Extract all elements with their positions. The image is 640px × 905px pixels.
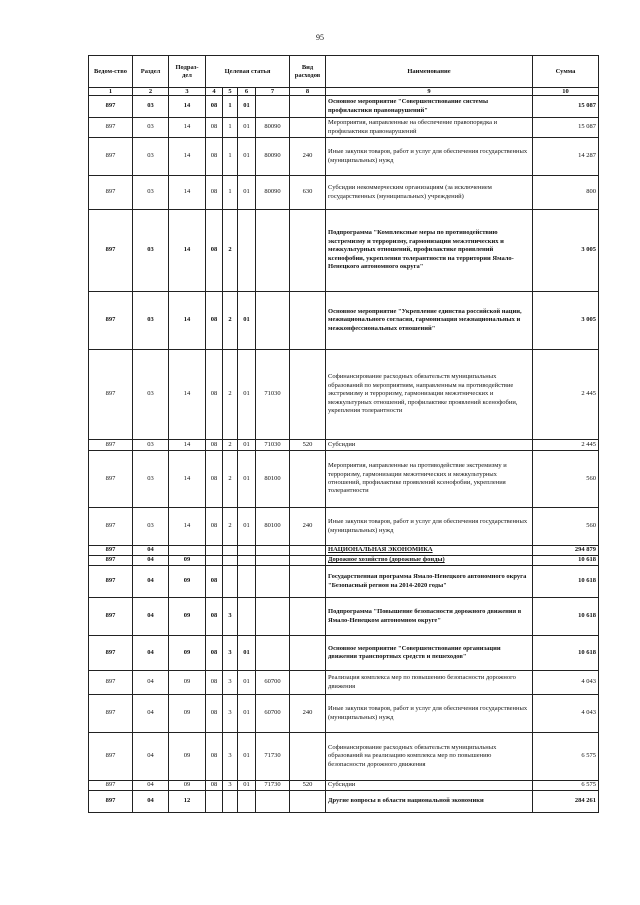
cell-subprogram <box>223 791 238 813</box>
cell-podrazdel: 14 <box>169 176 206 210</box>
cell-razdel: 03 <box>133 118 169 138</box>
table-row <box>89 781 599 791</box>
cell-subprogram: 3 <box>223 636 238 671</box>
table-row <box>89 138 599 176</box>
cell-ved: 897 <box>89 292 133 350</box>
cell-name: Иные закупки товаров, работ и услуг для обеспечения государственных (муниципальных) нужд <box>326 508 533 546</box>
cell-podrazdel: 09 <box>169 636 206 671</box>
cell-direction <box>256 566 290 598</box>
cell-podrazdel: 14 <box>169 350 206 440</box>
colnum-1: 1 <box>89 88 133 96</box>
cell-expense-type <box>290 791 326 813</box>
cell-event: 01 <box>238 671 256 695</box>
cell-podrazdel: 09 <box>169 671 206 695</box>
cell-podrazdel: 14 <box>169 451 206 508</box>
table-row <box>89 292 599 350</box>
cell-program: 08 <box>206 598 223 636</box>
cell-subprogram <box>223 556 238 566</box>
cell-direction: 71030 <box>256 440 290 451</box>
cell-razdel: 04 <box>133 781 169 791</box>
cell-razdel: 03 <box>133 96 169 118</box>
cell-podrazdel: 14 <box>169 210 206 292</box>
cell-podrazdel: 09 <box>169 695 206 733</box>
cell-razdel: 04 <box>133 791 169 813</box>
cell-ved: 897 <box>89 671 133 695</box>
cell-sum: 560 <box>533 451 599 508</box>
cell-direction: 80090 <box>256 118 290 138</box>
cell-name: Софинансирование расходных обязательств муниципальных образований на реализацию комплекса мер по повышению безопасности дорожного движения <box>326 733 533 781</box>
cell-event: 01 <box>238 138 256 176</box>
cell-ved: 897 <box>89 733 133 781</box>
cell-razdel: 03 <box>133 138 169 176</box>
cell-program: 08 <box>206 671 223 695</box>
cell-ved: 897 <box>89 556 133 566</box>
cell-sum: 10 618 <box>533 598 599 636</box>
cell-subprogram: 2 <box>223 508 238 546</box>
cell-razdel: 04 <box>133 556 169 566</box>
cell-name: Дорожное хозяйство (дорожные фонды) <box>326 556 533 566</box>
cell-razdel: 03 <box>133 508 169 546</box>
cell-expense-type <box>290 671 326 695</box>
table-row <box>89 118 599 138</box>
cell-program: 08 <box>206 636 223 671</box>
cell-name: Мероприятия, направленные на обеспечение правопорядка и профилактики правонарушений <box>326 118 533 138</box>
cell-ved: 897 <box>89 451 133 508</box>
cell-expense-type: 520 <box>290 440 326 451</box>
cell-ved: 897 <box>89 508 133 546</box>
cell-event: 01 <box>238 636 256 671</box>
cell-name: Иные закупки товаров, работ и услуг для обеспечения государственных (муниципальных) нужд <box>326 695 533 733</box>
cell-podrazdel: 09 <box>169 781 206 791</box>
cell-expense-type <box>290 451 326 508</box>
cell-event: 01 <box>238 176 256 210</box>
cell-sum: 800 <box>533 176 599 210</box>
cell-sum: 2 445 <box>533 440 599 451</box>
cell-expense-type: 240 <box>290 508 326 546</box>
cell-ved: 897 <box>89 546 133 556</box>
cell-program: 08 <box>206 508 223 546</box>
cell-podrazdel: 14 <box>169 292 206 350</box>
cell-podrazdel: 14 <box>169 138 206 176</box>
cell-podrazdel: 09 <box>169 733 206 781</box>
cell-direction <box>256 598 290 636</box>
cell-name: Иные закупки товаров, работ и услуг для обеспечения государственных (муниципальных) нужд <box>326 138 533 176</box>
colnum-10: 10 <box>533 88 599 96</box>
cell-program: 08 <box>206 733 223 781</box>
cell-program: 08 <box>206 695 223 733</box>
table-row <box>89 598 599 636</box>
cell-direction: 71030 <box>256 350 290 440</box>
column-number-row <box>89 88 599 96</box>
colnum-9: 9 <box>326 88 533 96</box>
cell-razdel: 04 <box>133 598 169 636</box>
table-row <box>89 546 599 556</box>
table-row <box>89 210 599 292</box>
cell-expense-type: 630 <box>290 176 326 210</box>
cell-subprogram: 1 <box>223 138 238 176</box>
colnum-3: 3 <box>169 88 206 96</box>
cell-name: Субсидии <box>326 440 533 451</box>
cell-event <box>238 556 256 566</box>
colnum-4: 4 <box>206 88 223 96</box>
cell-expense-type <box>290 350 326 440</box>
cell-expense-type <box>290 566 326 598</box>
cell-ved: 897 <box>89 791 133 813</box>
cell-ved: 897 <box>89 118 133 138</box>
cell-event: 01 <box>238 292 256 350</box>
cell-razdel: 04 <box>133 636 169 671</box>
cell-direction: 60700 <box>256 695 290 733</box>
cell-program: 08 <box>206 96 223 118</box>
cell-razdel: 04 <box>133 566 169 598</box>
cell-program <box>206 791 223 813</box>
cell-name: Другие вопросы в области национальной экономики <box>326 791 533 813</box>
cell-program: 08 <box>206 566 223 598</box>
cell-ved: 897 <box>89 636 133 671</box>
cell-event: 01 <box>238 350 256 440</box>
cell-direction <box>256 556 290 566</box>
cell-event: 01 <box>238 451 256 508</box>
cell-direction: 71730 <box>256 781 290 791</box>
cell-subprogram <box>223 566 238 598</box>
cell-event <box>238 791 256 813</box>
cell-event <box>238 598 256 636</box>
cell-event: 01 <box>238 118 256 138</box>
cell-direction <box>256 210 290 292</box>
cell-podrazdel: 14 <box>169 96 206 118</box>
cell-podrazdel: 09 <box>169 598 206 636</box>
cell-subprogram: 3 <box>223 671 238 695</box>
table-row <box>89 695 599 733</box>
cell-sum: 10 618 <box>533 636 599 671</box>
cell-sum: 6 575 <box>533 781 599 791</box>
cell-name: Субсидии некоммерческим организациям (за исключением государственных (муниципальных) учреждений) <box>326 176 533 210</box>
cell-expense-type <box>290 733 326 781</box>
cell-ved: 897 <box>89 176 133 210</box>
cell-sum: 10 618 <box>533 556 599 566</box>
cell-ved: 897 <box>89 598 133 636</box>
table-row <box>89 636 599 671</box>
cell-podrazdel: 14 <box>169 508 206 546</box>
cell-podrazdel: 14 <box>169 440 206 451</box>
page-number: 95 <box>316 33 324 42</box>
cell-direction <box>256 791 290 813</box>
cell-ved: 897 <box>89 566 133 598</box>
table-body <box>89 96 599 813</box>
cell-name: Субсидии <box>326 781 533 791</box>
cell-razdel: 03 <box>133 176 169 210</box>
cell-expense-type: 240 <box>290 138 326 176</box>
cell-ved: 897 <box>89 138 133 176</box>
cell-sum: 15 087 <box>533 118 599 138</box>
cell-event: 01 <box>238 96 256 118</box>
cell-razdel: 03 <box>133 292 169 350</box>
cell-direction <box>256 546 290 556</box>
cell-name: Государственная программа Ямало-Ненецкого автономного округа "Безопасный регион на 2014-2020 годы" <box>326 566 533 598</box>
cell-podrazdel: 09 <box>169 556 206 566</box>
header-sum: Сумма <box>533 56 599 88</box>
cell-direction: 80100 <box>256 508 290 546</box>
cell-ved: 897 <box>89 440 133 451</box>
cell-program: 08 <box>206 138 223 176</box>
cell-subprogram: 2 <box>223 292 238 350</box>
cell-sum: 2 445 <box>533 350 599 440</box>
cell-sum: 10 618 <box>533 566 599 598</box>
cell-subprogram: 3 <box>223 781 238 791</box>
cell-subprogram: 2 <box>223 451 238 508</box>
header-ved: Ведом-ство <box>89 56 133 88</box>
cell-sum: 294 879 <box>533 546 599 556</box>
table-row <box>89 440 599 451</box>
table-row <box>89 96 599 118</box>
table-row <box>89 176 599 210</box>
cell-subprogram: 1 <box>223 118 238 138</box>
header-name: Наименование <box>326 56 533 88</box>
cell-program: 08 <box>206 440 223 451</box>
table-row <box>89 791 599 813</box>
colnum-5: 5 <box>223 88 238 96</box>
cell-program: 08 <box>206 350 223 440</box>
cell-subprogram: 1 <box>223 96 238 118</box>
cell-direction <box>256 636 290 671</box>
cell-name: Подпрограмма "Повышение безопасности дорожного движения в Ямало-Ненецком автономном округе" <box>326 598 533 636</box>
cell-name: НАЦИОНАЛЬНАЯ ЭКОНОМИКА <box>326 546 533 556</box>
cell-event: 01 <box>238 695 256 733</box>
cell-sum: 14 287 <box>533 138 599 176</box>
header-podrazdel: Подраз-дел <box>169 56 206 88</box>
cell-program: 08 <box>206 451 223 508</box>
cell-program <box>206 546 223 556</box>
cell-expense-type <box>290 598 326 636</box>
cell-program: 08 <box>206 292 223 350</box>
colnum-8: 8 <box>290 88 326 96</box>
header-expense-type: Вид расходов <box>290 56 326 88</box>
cell-direction: 80100 <box>256 451 290 508</box>
cell-direction: 80090 <box>256 138 290 176</box>
colnum-2: 2 <box>133 88 169 96</box>
cell-program: 08 <box>206 210 223 292</box>
table-row <box>89 566 599 598</box>
cell-name: Подпрограмма "Комплексные меры по противодействию экстремизму и терроризму, гармонизации межэтнических и межкультурных отношений, профилактике проявлений ксенофобии, укрепления толерантности на территории Ямало-Ненецкого автономного округа" <box>326 210 533 292</box>
cell-expense-type <box>290 96 326 118</box>
table-row <box>89 451 599 508</box>
table-row <box>89 671 599 695</box>
cell-subprogram: 3 <box>223 598 238 636</box>
cell-ved: 897 <box>89 695 133 733</box>
cell-expense-type <box>290 210 326 292</box>
cell-subprogram: 2 <box>223 210 238 292</box>
cell-name: Софинансирование расходных обязательств муниципальных образований по мероприятиям, направленным на противодействие экстремизму и терроризму, гармонизации межэтнических и межкультурных отношений, профилактике проявлений ксенофобии, укрепления толерантности <box>326 350 533 440</box>
cell-expense-type <box>290 556 326 566</box>
cell-event: 01 <box>238 781 256 791</box>
header-target-article: Целевая статья <box>206 56 290 88</box>
cell-name: Основное мероприятие "Совершенствование системы профилактики правонарушений" <box>326 96 533 118</box>
cell-podrazdel: 14 <box>169 118 206 138</box>
colnum-7: 7 <box>256 88 290 96</box>
cell-program: 08 <box>206 176 223 210</box>
cell-razdel: 03 <box>133 451 169 508</box>
cell-event <box>238 566 256 598</box>
cell-direction: 71730 <box>256 733 290 781</box>
table-row <box>89 350 599 440</box>
cell-program: 08 <box>206 781 223 791</box>
cell-subprogram: 3 <box>223 695 238 733</box>
cell-expense-type <box>290 546 326 556</box>
cell-podrazdel <box>169 546 206 556</box>
cell-razdel: 03 <box>133 210 169 292</box>
cell-name: Мероприятия, направленные на противодействие экстремизму и терроризму, гармонизации межэтнических и межкультурных отношений, профилактике проявлений ксенофобии, укрепления толерантности <box>326 451 533 508</box>
header-row <box>89 56 599 88</box>
table-row <box>89 508 599 546</box>
colnum-6: 6 <box>238 88 256 96</box>
cell-expense-type: 520 <box>290 781 326 791</box>
cell-subprogram: 1 <box>223 176 238 210</box>
cell-event: 01 <box>238 440 256 451</box>
table-row <box>89 733 599 781</box>
cell-sum: 6 575 <box>533 733 599 781</box>
header-razdel: Раздел <box>133 56 169 88</box>
cell-subprogram: 3 <box>223 733 238 781</box>
cell-sum: 4 043 <box>533 695 599 733</box>
cell-name: Реализация комплекса мер по повышению безопасности дорожного движения <box>326 671 533 695</box>
cell-expense-type <box>290 292 326 350</box>
cell-name: Основное мероприятие "Совершенствование организации движения транспортных средств и пешеходов" <box>326 636 533 671</box>
cell-ved: 897 <box>89 781 133 791</box>
cell-razdel: 03 <box>133 440 169 451</box>
cell-razdel: 04 <box>133 695 169 733</box>
cell-direction: 80090 <box>256 176 290 210</box>
cell-sum: 284 261 <box>533 791 599 813</box>
cell-razdel: 04 <box>133 733 169 781</box>
cell-podrazdel: 12 <box>169 791 206 813</box>
cell-sum: 3 005 <box>533 210 599 292</box>
cell-event: 01 <box>238 733 256 781</box>
cell-ved: 897 <box>89 96 133 118</box>
cell-program: 08 <box>206 118 223 138</box>
cell-subprogram: 2 <box>223 350 238 440</box>
cell-event <box>238 210 256 292</box>
cell-subprogram <box>223 546 238 556</box>
cell-expense-type <box>290 118 326 138</box>
cell-ved: 897 <box>89 350 133 440</box>
cell-direction <box>256 96 290 118</box>
cell-razdel: 04 <box>133 546 169 556</box>
cell-sum: 3 005 <box>533 292 599 350</box>
cell-ved: 897 <box>89 210 133 292</box>
cell-sum: 15 087 <box>533 96 599 118</box>
cell-expense-type <box>290 636 326 671</box>
cell-sum: 4 043 <box>533 671 599 695</box>
cell-sum: 560 <box>533 508 599 546</box>
cell-expense-type: 240 <box>290 695 326 733</box>
cell-event <box>238 546 256 556</box>
budget-table <box>88 55 599 813</box>
cell-direction <box>256 292 290 350</box>
cell-podrazdel: 09 <box>169 566 206 598</box>
cell-direction: 60700 <box>256 671 290 695</box>
table-row <box>89 556 599 566</box>
cell-razdel: 03 <box>133 350 169 440</box>
cell-program <box>206 556 223 566</box>
cell-event: 01 <box>238 508 256 546</box>
cell-subprogram: 2 <box>223 440 238 451</box>
cell-razdel: 04 <box>133 671 169 695</box>
cell-name: Основное мероприятие "Укрепление единства российской нации, межнационального согласия, гармонизация межнациональных и межконфессиональных отношений" <box>326 292 533 350</box>
